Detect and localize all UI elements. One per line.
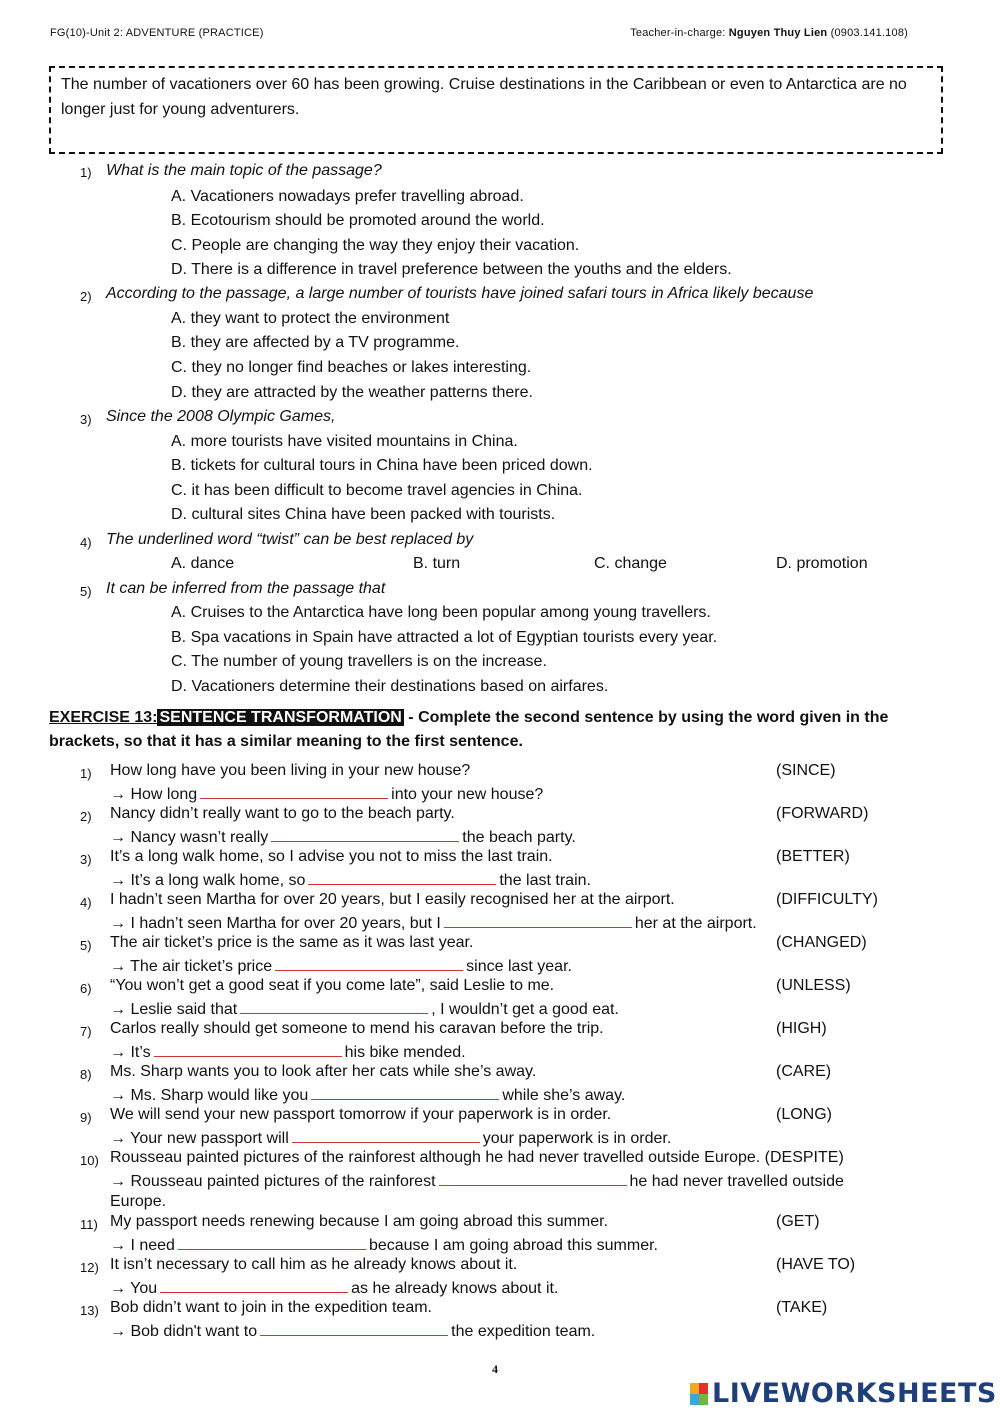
answer-blank[interactable] [154,1043,342,1057]
option: D. Vacationers determine their destinations based on airfares. [171,678,609,695]
exercise-label: EXERCISE 13: [49,709,158,726]
answer-line [110,957,572,976]
answer-prefix: → Leslie said that [110,1001,238,1018]
answer-prefix: → Rousseau painted pictures of the rainforest [110,1173,436,1190]
exercise-instruction: - Complete the second sentence by using the word given in the brackets, so that it has a similar meaning to the first sentence. [49,709,889,750]
answer-line [110,1043,466,1062]
question-number: 2) [80,289,92,304]
question-text: Since the 2008 Olympic Games, [106,408,336,425]
liveworksheets-logo [690,1378,997,1409]
answer-prefix: → Ms. Sharp would like you [110,1087,309,1104]
answer-suffix: while she’s away. [502,1087,626,1104]
answer-suffix: into your new house? [391,786,544,803]
option: C. People are changing the way they enjoy their vacation. [171,237,580,254]
item-number: 5) [80,938,92,953]
item-number: 1) [80,766,92,781]
option: D. cultural sites China have been packed with tourists. [171,506,556,523]
answer-line [110,1129,671,1148]
item-number: 6) [80,981,92,996]
source-sentence: My passport needs renewing because I am going abroad this summer. [110,1213,609,1230]
header-right: Teacher-in-charge: Nguyen Thuy Lien (0903.141.108) [630,27,908,39]
option: D. promotion [776,555,868,572]
answer-suffix: as he already knows about it. [351,1280,559,1297]
keyword: (TAKE) [776,1299,828,1316]
passage-box [49,66,943,154]
page-number: 4 [492,1362,498,1376]
answer-line [110,828,576,847]
answer-suffix: , I wouldn’t get a good eat. [431,1001,619,1018]
item-number: 3) [80,852,92,867]
option: B. turn [413,555,461,572]
item-number: 10) [80,1153,99,1168]
option: C. The number of young travellers is on the increase. [171,653,547,670]
answer-suffix: her at the airport. [634,915,757,932]
option: D. they are attracted by the weather patterns there. [171,384,533,401]
source-sentence: Ms. Sharp wants you to look after her cats while she’s away. [110,1063,537,1080]
keyword: (CHANGED) [776,934,867,951]
keyword: (HIGH) [776,1020,827,1037]
source-sentence: The air ticket’s price is the same as it was last year. [110,934,474,951]
answer-suffix: the beach party. [462,829,576,846]
option: B. Spa vacations in Spain have attracted a lot of Egyptian tourists every year. [171,629,718,646]
answer-blank[interactable] [271,828,459,842]
answer-prefix: → I need [110,1237,175,1254]
answer-line [110,1322,595,1341]
answer-line [110,1086,625,1105]
option: C. they no longer find beaches or lakes interesting. [171,359,532,376]
answer-suffix: he had never travelled outside [629,1173,844,1190]
item-number: 8) [80,1067,92,1082]
option: A. more tourists have visited mountains in China. [171,433,518,450]
item-number: 11) [80,1217,98,1232]
question-text: According to the passage, a large number of tourists have joined safari tours in Africa likely because [106,285,814,302]
answer-blank[interactable] [444,914,632,928]
answer-prefix: → It’s a long walk home, so [110,872,306,889]
option: D. There is a difference in travel preference between the youths and the elders. [171,261,732,278]
answer-prefix: → It’s [110,1044,151,1061]
source-sentence: How long have you been living in your new house? [110,762,471,779]
option: A. Vacationers nowadays prefer travelling abroad. [171,188,524,205]
answer-suffix: the expedition team. [451,1323,596,1340]
source-sentence: Carlos really should get someone to mend his caravan before the trip. [110,1020,604,1037]
answer-blank[interactable] [200,785,388,799]
answer-prefix: → Bob didn't want to [110,1323,258,1340]
answer-line [110,1279,558,1298]
question-text: The underlined word “twist” can be best replaced by [106,531,474,548]
answer-line [110,1172,844,1191]
answer-blank[interactable] [439,1172,627,1186]
source-sentence: We will send your new passport tomorrow if your paperwork is in order. [110,1106,612,1123]
exercise-title: SENTENCE TRANSFORMATION [159,709,402,726]
item-number: 9) [80,1110,92,1125]
item-number: 4) [80,895,92,910]
answer-blank[interactable] [311,1086,499,1100]
source-sentence: It’s a long walk home, so I advise you not to miss the last train. [110,848,553,865]
item-number: 2) [80,809,92,824]
option: A. they want to protect the environment [171,310,450,327]
answer-suffix: your paperwork is in order. [482,1130,672,1147]
keyword: (FORWARD) [776,805,869,822]
source-sentence: “You won’t get a good seat if you come late”, said Leslie to me. [110,977,555,994]
option: C. it has been difficult to become travel agencies in China. [171,482,583,499]
option: C. change [594,555,667,572]
answer-blank[interactable] [308,871,496,885]
option: B. they are affected by a TV programme. [171,334,460,351]
logo-text: LIVEWORKSHEETS [712,1378,997,1409]
question-text: What is the main topic of the passage? [106,162,382,179]
answer-prefix: → How long [110,786,198,803]
answer-line [110,1236,658,1255]
answer-suffix: the last train. [499,872,591,889]
question-text: It can be inferred from the passage that [106,580,386,597]
keyword: (LONG) [776,1106,832,1123]
answer-prefix: → Your new passport will [110,1130,289,1147]
passage-text: The number of vacationers over 60 has been growing. Cruise destinations in the Caribbean or even to Antarctica are no longer just for young adventurers. [61,76,907,118]
source-sentence: Nancy didn’t really want to go to the beach party. [110,805,455,822]
answer-blank[interactable] [240,1000,428,1014]
answer-line [110,1000,619,1019]
keyword: (UNLESS) [776,977,851,994]
answer-prefix: → Nancy wasn’t really [110,829,269,846]
answer-blank[interactable] [275,957,463,971]
logo-icon [690,1383,708,1405]
option: B. tickets for cultural tours in China have been priced down. [171,457,593,474]
answer-line [110,914,757,933]
answer-prefix: → I hadn’t seen Martha for over 20 years, but I [110,915,441,932]
keyword: (DESPITE) [764,1149,844,1166]
answer-suffix: his bike mended. [344,1044,466,1061]
keyword: (HAVE TO) [776,1256,856,1273]
answer-line [110,871,591,890]
source-sentence: It isn’t necessary to call him as he already knows about it. [110,1256,518,1273]
item-number: 12) [80,1260,99,1275]
keyword: (BETTER) [776,848,850,865]
question-number: 5) [80,584,92,599]
answer-blank[interactable] [292,1129,480,1143]
question-number: 1) [80,165,92,180]
answer-suffix: since last year. [466,958,572,975]
option: B. Ecotourism should be promoted around the world. [171,212,545,229]
answer-blank[interactable] [260,1322,448,1336]
source-sentence: Rousseau painted pictures of the rainforest although he had never travelled outside Europe. (DESPITE) [110,1149,844,1166]
answer-prefix: → You [110,1280,158,1297]
answer-blank[interactable] [160,1279,348,1293]
question-number: 4) [80,535,92,550]
header-left: FG(10)-Unit 2: ADVENTURE (PRACTICE) [50,27,264,39]
keyword: (CARE) [776,1063,832,1080]
answer-prefix: → The air ticket’s price [110,958,273,975]
keyword: (SINCE) [776,762,836,779]
exercise-heading [49,706,949,754]
option: A. dance [171,555,235,572]
question-number: 3) [80,412,92,427]
keyword: (GET) [776,1213,820,1230]
source-sentence: Bob didn’t want to join in the expedition team. [110,1299,432,1316]
source-sentence: I hadn’t seen Martha for over 20 years, but I easily recognised her at the airport. [110,891,675,908]
item-number: 13) [80,1303,99,1318]
keyword: (DIFFICULTY) [776,891,878,908]
answer-suffix: because I am going abroad this summer. [368,1237,658,1254]
answer-line [110,785,543,804]
answer-continuation: Europe. [110,1193,167,1210]
option: A. Cruises to the Antarctica have long been popular among young travellers. [171,604,711,621]
item-number: 7) [80,1024,92,1039]
answer-blank[interactable] [178,1236,366,1250]
